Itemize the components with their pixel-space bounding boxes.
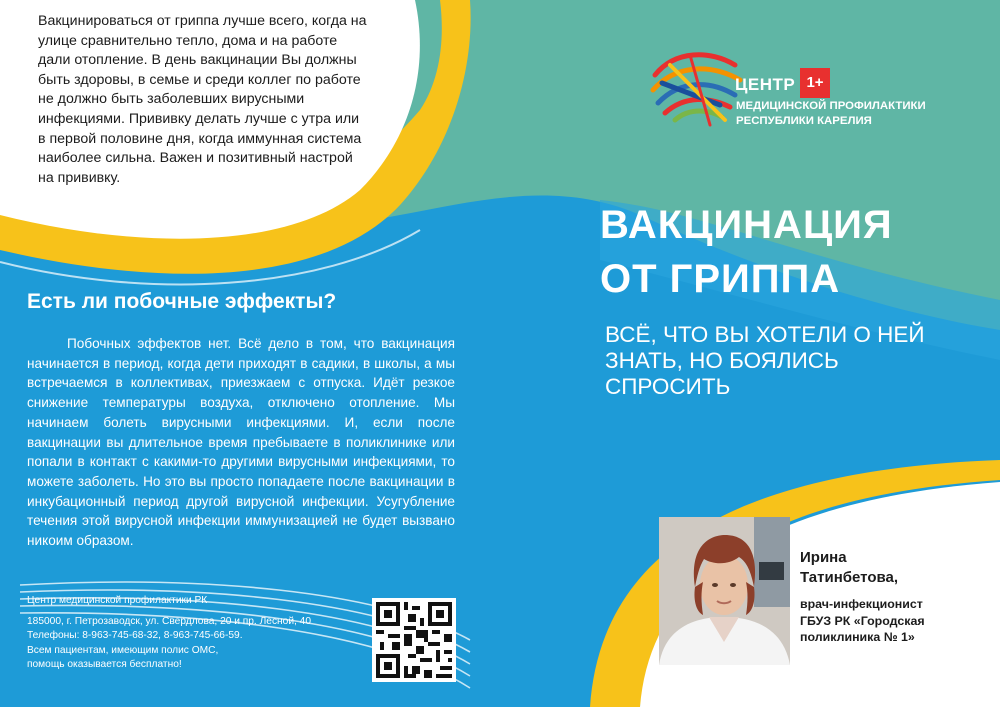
- logo-center-text: ЦЕНТР: [735, 75, 796, 94]
- side-effects-paragraph: Побочных эффектов нет. Всё дело в том, что вакцинация начинается в период, когда дети приходят в садики, в школы, а мы встречаемся в коллективах, приезжаем с отпуска. Идёт резкое снижение температуры воздуха, отключено отопление. Мы начинаем болеть вирусными инфекциями. И, если после вакцинации вы длительное время пребываете в поликлинике или попали в контакт с какими-то другими вирусными инфекциями, то можете заболеть. Но это вы просто попадаете после вакцинации в инкубационный период другой вирусной инфекции. Усугубление течения этой вирусной инфекции иммунизацией не будет вызвано никоим образом.: [27, 336, 455, 549]
- author-name: [800, 548, 898, 587]
- footer-address: 185000, г. Петрозаводск, ул. Свердлова, 20 и пр. Лесной, 40: [27, 616, 312, 628]
- author-role-line2: ГБУЗ РК «Городская: [800, 613, 925, 628]
- author-first-name: Ирина: [800, 549, 847, 566]
- main-subtitle: ВСЁ, ЧТО ВЫ ХОТЕЛИ О НЕЙ ЗНАТЬ, НО БОЯЛИСЬ СПРОСИТЬ: [605, 322, 925, 399]
- main-title: [600, 198, 893, 306]
- logo-subtitle-line1: МЕДИЦИНСКОЙ ПРОФИЛАКТИКИ: [736, 100, 926, 112]
- footer-phones: Телефоны: 8-963-745-68-32, 8-963-745-66-59.: [27, 630, 243, 642]
- author-photo: [659, 517, 790, 665]
- vaccination-timing-paragraph: Вакцинироваться от гриппа лучше всего, когда на улице сравнительно тепло, дома и на работе дали отопление. В день вакцинации Вы должны быть здоровы, в семье и среди коллег по работе не должно быть заболевших вирусными инфекциями. Прививку делать лучше с утра или в первой половине дня, когда иммунная система наиболее сильна. Важен и позитивный настрой на прививку.: [38, 13, 367, 186]
- footer-note-line2: помощь оказывается бесплатно!: [27, 658, 182, 670]
- logo-one-plus-badge: 1+: [800, 68, 830, 98]
- side-effects-heading: Есть ли побочные эффекты?: [27, 290, 337, 313]
- qr-code-icon[interactable]: [372, 598, 456, 682]
- logo-subtitle: [736, 99, 926, 129]
- contact-footer: [27, 594, 372, 672]
- footer-org-name: Центр медицинской профилактики РК: [27, 595, 208, 606]
- author-last-name: Татинбетова,: [800, 568, 899, 586]
- author-role: [800, 596, 925, 646]
- logo-subtitle-line2: РЕСПУБЛИКИ КАРЕЛИЯ: [736, 115, 872, 127]
- main-title-line2: ОТ ГРИППА: [600, 257, 841, 301]
- footer-note-line1: Всем пациентам, имеющим полис ОМС,: [27, 644, 219, 656]
- author-role-line1: врач-инфекционист: [800, 597, 923, 611]
- main-title-line1: ВАКЦИНАЦИЯ: [600, 203, 893, 247]
- author-role-line3: поликлиника № 1»: [800, 630, 915, 644]
